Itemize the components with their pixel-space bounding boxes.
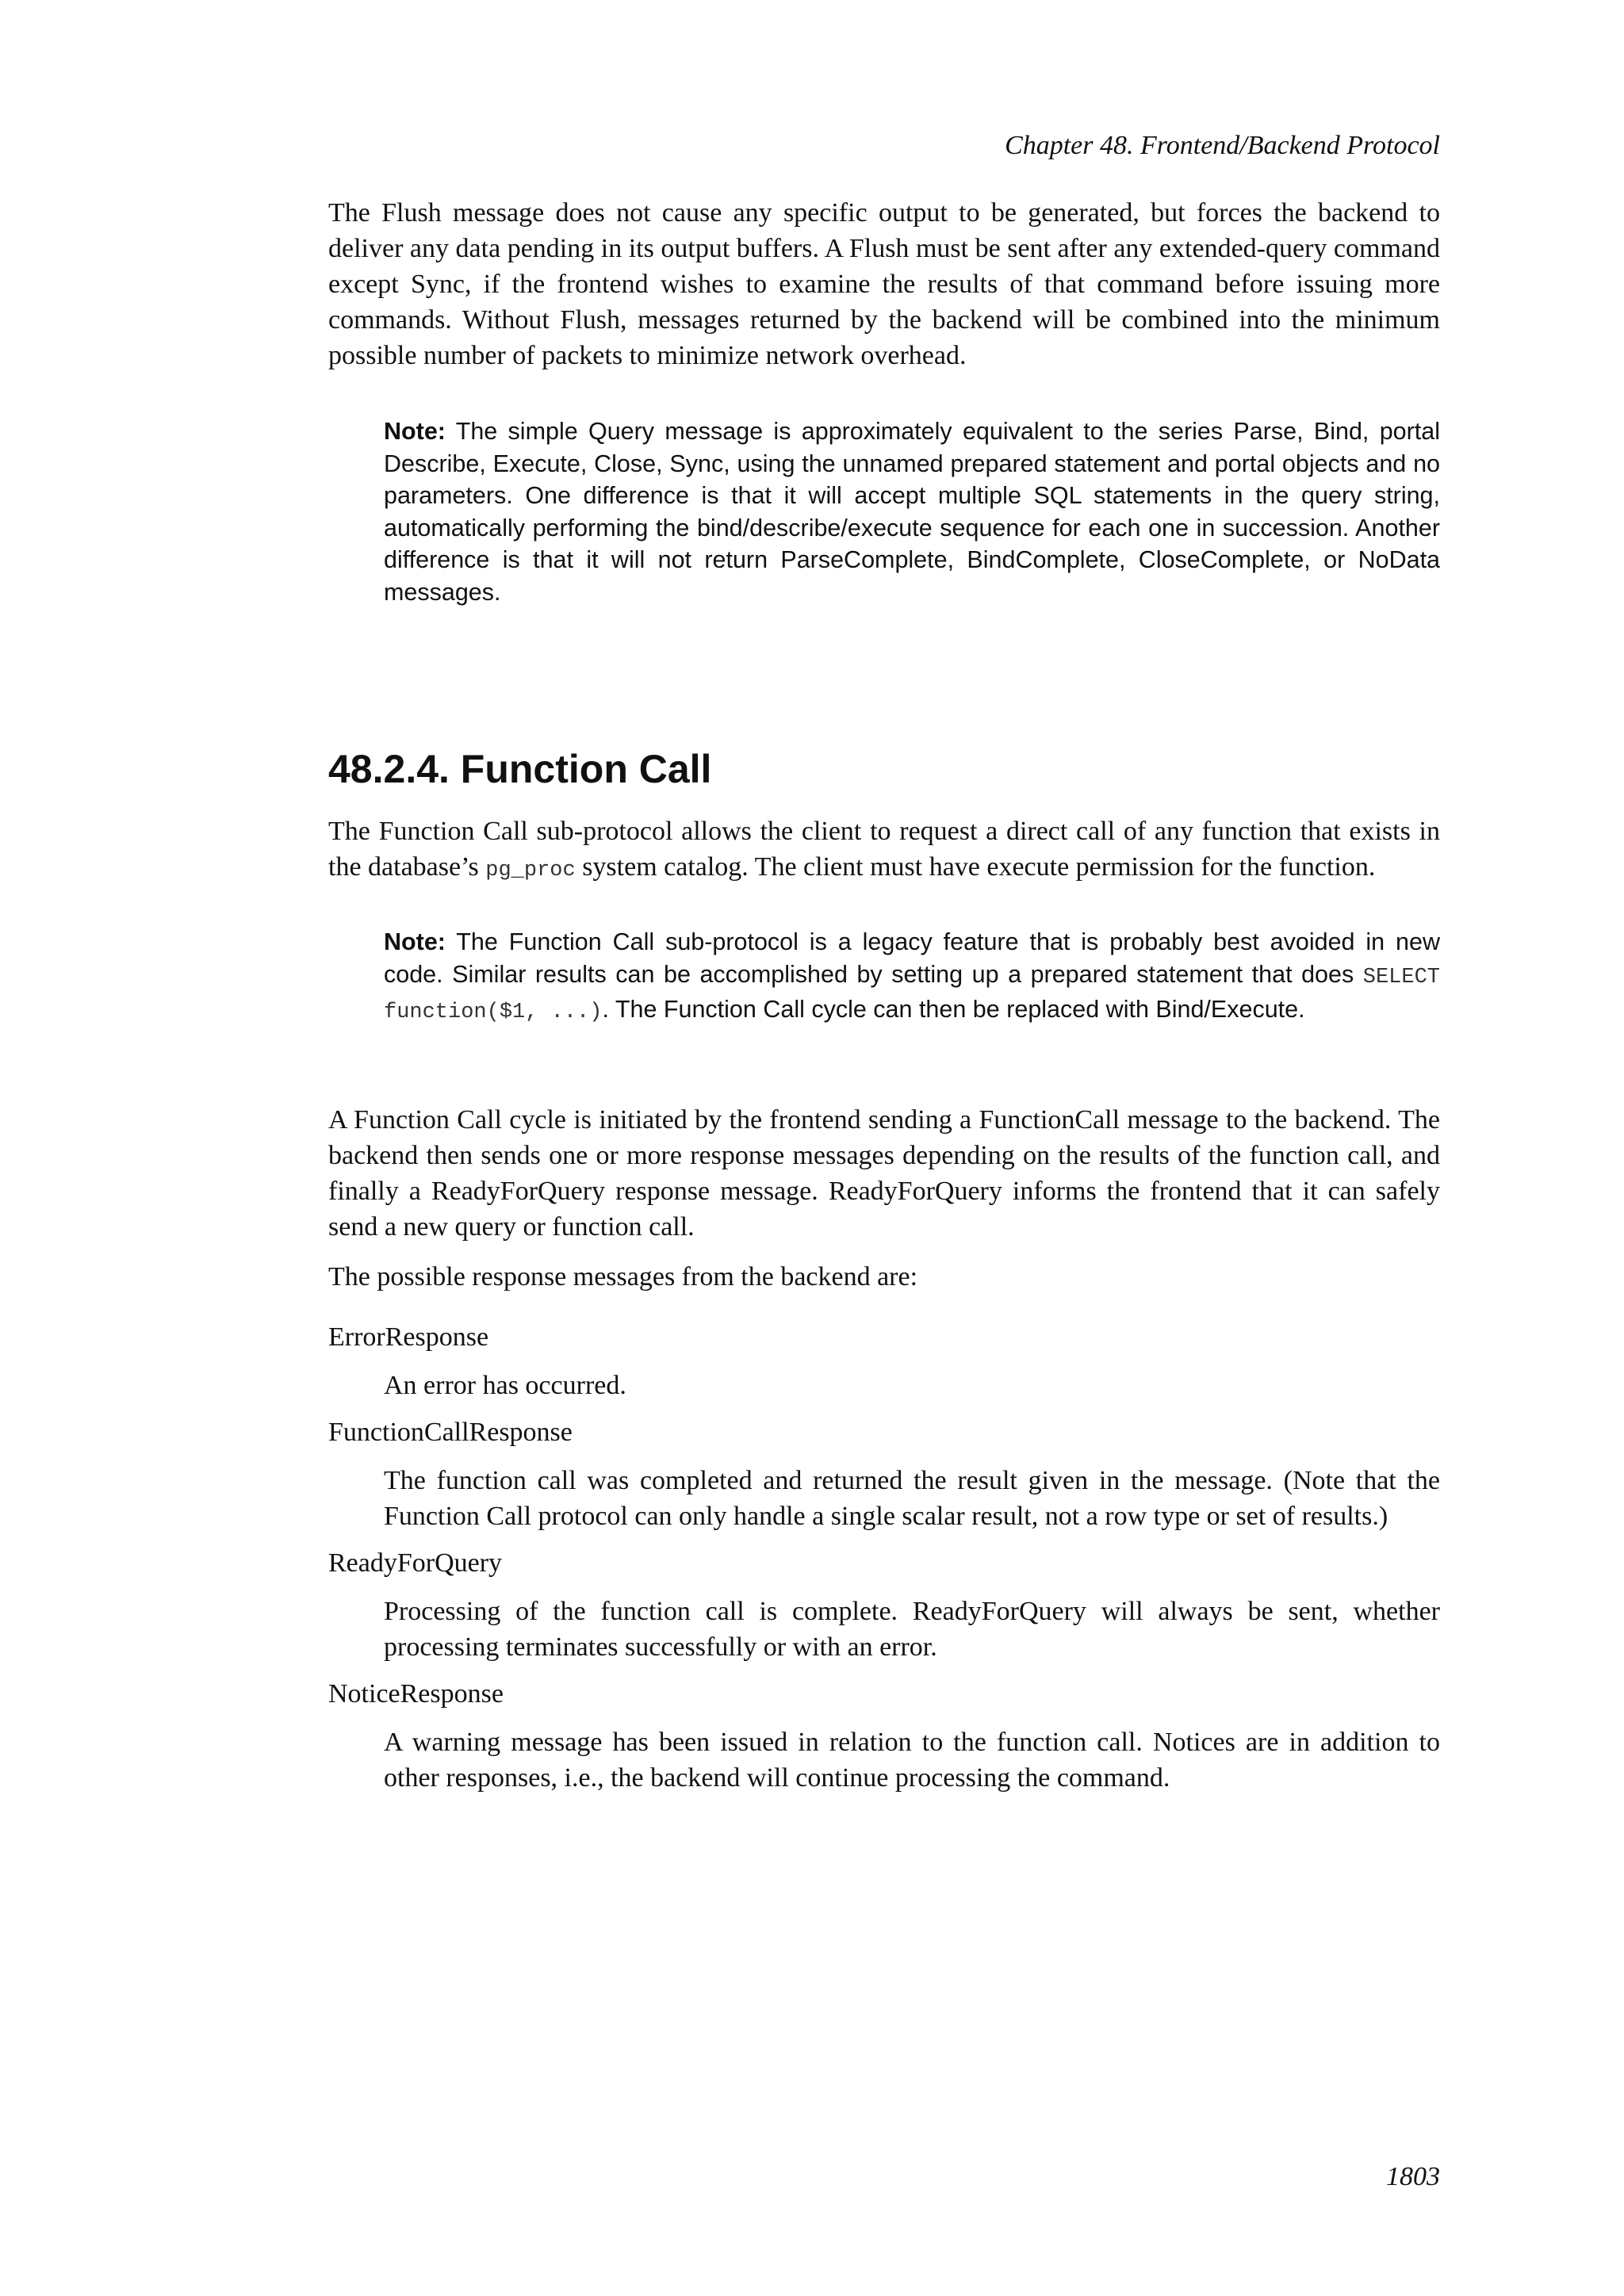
- response-definition: The function call was completed and returned the result given in the message. (Note that the Function Call protocol can only handle a single scalar result, not a row type or set of results.): [384, 1466, 1440, 1531]
- note-query-equivalence: [384, 415, 1440, 608]
- note-text: The Function Call sub-protocol is a legacy feature that is probably best avoided in new code. Similar results can be accomplished by setting up a prepared statement that does: [384, 928, 1440, 988]
- document-page: [328, 0, 1440, 2296]
- response-term: NoticeResponse: [328, 1679, 504, 1709]
- note-text: The simple Query message is approximately equivalent to the series Parse, Bind, portal Describe, Execute, Close, Sync, using the unnamed prepared statement and portal objects and no parameters. One difference is that it will accept multiple SQL statements in the query string, automatically performing the bind/describe/execute sequence for each one in succession. Another difference is that it will not return ParseComplete, BindComplete, CloseComplete, or NoData messages.: [384, 418, 1440, 606]
- note-label: Note:: [384, 418, 446, 445]
- flush-paragraph: The Flush message does not cause any specific output to be generated, but forces the backend to deliver any data pending in its output buffers. A Flush must be sent after any extended-query command except Sync, if the frontend wishes to examine the results of that command before issuing more commands. Without Flush, messages returned by the backend will be combined into the minimum possible number of packets to minimize network overhead.: [328, 198, 1440, 370]
- pg-proc-code: pg_proc: [485, 859, 576, 882]
- response-definition: A warning message has been issued in relation to the function call. Notices are in addition to other responses, i.e., the backend will continue processing the command.: [384, 1728, 1440, 1793]
- response-term: ErrorResponse: [328, 1322, 489, 1352]
- note-text: . The Function Call cycle can then be replaced with Bind/Execute.: [602, 996, 1305, 1023]
- intro-text-part: The Function Call sub-protocol allows the client to request a direct call of any function that exists in the database’s: [328, 817, 1440, 882]
- response-definition: Processing of the function call is complete. ReadyForQuery will always be sent, whether processing terminates successfully or with an error.: [384, 1597, 1440, 1662]
- response-term: FunctionCallResponse: [328, 1418, 573, 1447]
- response-message-list: [328, 1308, 1440, 1796]
- response-term: ReadyForQuery: [328, 1548, 503, 1578]
- note-label: Note:: [384, 928, 446, 955]
- possible-responses-paragraph: The possible response messages from the backend are:: [328, 1262, 918, 1292]
- select-function-code: SELECT function($1, ...): [384, 965, 1440, 1024]
- note-legacy-feature: [384, 926, 1440, 1029]
- page-number: 1803: [1386, 2162, 1440, 2191]
- cycle-paragraph: A Function Call cycle is initiated by the frontend sending a FunctionCall message to the backend. The backend then sends one or more response messages depending on the results of the function call, and finally a ReadyForQuery response message. ReadyForQuery informs the frontend that it can safely send a new query or function call.: [328, 1105, 1440, 1242]
- function-call-intro-paragraph: [328, 813, 1440, 889]
- section-heading: 48.2.4. Function Call: [328, 747, 712, 791]
- response-definition: An error has occurred.: [384, 1371, 626, 1400]
- intro-text-part: system catalog. The client must have execute permission for the function.: [575, 852, 1376, 882]
- running-header: Chapter 48. Frontend/Backend Protocol: [1005, 131, 1440, 160]
